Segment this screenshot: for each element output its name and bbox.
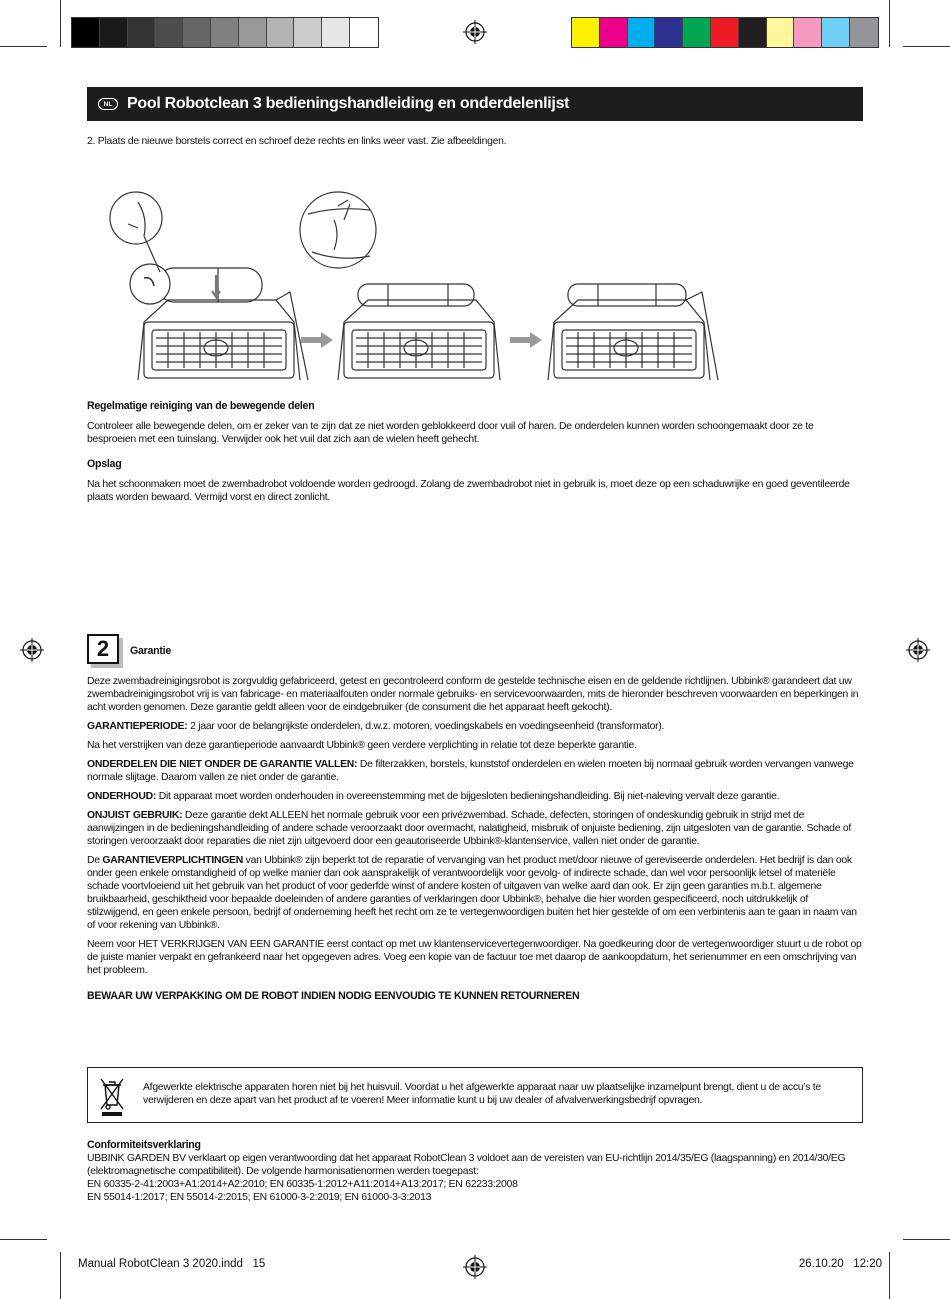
color-swatch: [267, 18, 295, 47]
crop-mark: [60, 0, 61, 47]
warranty-period-paragraph: [87, 720, 863, 733]
conformity-line: (elektromagnetische compatibiliteit). De volgende harmonisatienormen werden toegepast:: [87, 1166, 479, 1177]
warranty-excluded-paragraph: [87, 758, 863, 784]
warranty-intro: Deze zwembadreinigingsrobot is zorgvuldig gefabriceerd, getest en gecontroleerd conform de gestelde technische eisen en de geldende richtlijnen. Ubbink® garandeert dat uw zwembadreinigingsrobot vrij is van fabricage- en materiaalfouten onder normale gebruiks- en servicevoorwaarden, mits de hieronder beschreven voorwaarden en beperkingen in acht worden genomen. Deze garantie geldt alleen voor de eindgebruiker (de consument die het apparaat heeft gekocht).: [87, 676, 859, 713]
storage-heading: Opslag: [87, 458, 122, 470]
registration-mark-icon: [20, 638, 44, 662]
color-swatch: [350, 18, 378, 47]
footer-file-name: Manual RobotClean 3 2020.indd 15: [78, 1258, 266, 1270]
color-swatch: [294, 18, 322, 47]
conformity-heading: Conformiteitsverklaring: [87, 1139, 201, 1151]
color-swatch: [822, 18, 850, 47]
warranty-misuse-paragraph: [87, 809, 863, 848]
grey-color-bar: [71, 17, 379, 48]
robot-step-1-drawing: [110, 192, 308, 380]
robot-step-3-drawing: [548, 284, 718, 380]
warranty-obligations-pre: De: [87, 855, 103, 866]
warranty-body: [87, 675, 863, 977]
warranty-excluded-label: ONDERDELEN DIE NIET ONDER DE GARANTIE VALLEN:: [87, 759, 358, 770]
warranty-obligations-text: van Ubbink® zijn beperkt tot de reparatie of vervanging van het product met/door nieuwe of gereviseerde onderdelen. Het bedrijf is dan ook onder geen enkele omstandigheid of op welke manier dan ook aansprakelijk of verantwoordelijk voor gevolg- of indirecte schade, dan wel voor persoonlijk letsel of materiële schade voortvloeiend uit het gebruik van het product of voor gederfde winst of andere kosten of uitgaven van welke aard dan ook. Er zijn geen garanties m.b.t. algemene bruikbaarheid, geschiktheid voor bepaalde doeleinden of andere garanties of verklaringen door Ubbink®, behalve die hier worden gespecificeerd, noch uitdrukkelijk of stilzwijgend, en geen enkele persoon, bedrijf of onderneming heeft het recht om ze te vertegenwoordigen buiten het hier gestelde of om een verbintenis aan te gaan in naam van of voor rekening van Ubbink®.: [87, 855, 857, 931]
maintenance-heading: Regelmatige reiniging van de bewegende delen: [87, 400, 315, 412]
color-swatch: [572, 18, 600, 47]
registration-mark-icon: [906, 638, 930, 662]
color-swatch: [767, 18, 795, 47]
color-swatch: [600, 18, 628, 47]
color-swatch: [155, 18, 183, 47]
conformity-line: UBBINK GARDEN BV verklaart op eigen verantwoording dat het apparaat RobotClean 3 voldoet aan de vereisten van EU-richtlijn 2014/35/EG (laagspanning) en 2014/30/EG: [87, 1153, 846, 1164]
color-swatch: [739, 18, 767, 47]
robot-step-2-drawing: [300, 192, 500, 380]
page-header-bar: [87, 87, 863, 121]
crop-mark: [0, 1239, 47, 1240]
maintenance-section: [87, 400, 863, 446]
storage-text: Na het schoonmaken moet de zwembadrobot voldoende worden gedroogd. Zolang de zwembadrobot niet in gebruik is, moet deze op een schaduwrijke en goed geventileerde plaats worden bewaard. Vermijd vorst en direct zonlicht.: [87, 479, 850, 503]
warranty-period-text: 2 jaar voor de belangrijkste onderdelen, d.w.z. motoren, voedingskabels en voedingseenheid (transformator).: [187, 721, 665, 732]
crossed-out-wheelie-bin-icon: [98, 1075, 126, 1117]
color-swatch: [183, 18, 211, 47]
color-swatch: [655, 18, 683, 47]
registration-mark-icon: [463, 20, 487, 44]
color-swatch: [72, 18, 100, 47]
brush-replacement-illustration: [108, 180, 733, 380]
conformity-standards-line: EN 55014-1:2017; EN 55014-2:2015; EN 61000-3-2:2019; EN 61000-3-3:2013: [87, 1192, 432, 1203]
color-swatch: [128, 18, 156, 47]
brush-step-instruction: 2. Plaats de nieuwe borstels correct en schroef deze rechts en links weer vast. Zie afbeeldingen.: [87, 136, 507, 147]
warranty-obligations-label: GARANTIEVERPLICHTINGEN: [102, 855, 243, 866]
crop-mark: [0, 46, 47, 47]
crop-mark: [60, 1252, 61, 1299]
color-swatch: [322, 18, 350, 47]
warranty-misuse-text: Deze garantie dekt ALLEEN het normale gebruik voor een privézwembad. Schade, defecten, storingen of ondeskundig gebruik in strijd met de aanwijzingen in de bedieningshandleiding of andere schade veroorzaakt door overmacht, nalatigheid, misbruik of onjuiste bediening, zijn uitgesloten van de garantie. Schade of storingen veroorzaakt door reparaties die niet zijn uitgevoerd door een geautoriseerde Ubbink®-klantenservice, vallen niet onder de garantie.: [87, 810, 852, 847]
color-swatch: [711, 18, 739, 47]
storage-section: [87, 458, 863, 504]
warranty-period-label: GARANTIEPERIODE:: [87, 721, 188, 732]
warranty-maintenance-text: Dit apparaat moet worden onderhouden in overeenstemming met de bijgesloten bedieningshandleiding. Bij niet-naleving vervalt deze garantie.: [156, 791, 780, 802]
crop-mark: [889, 0, 890, 47]
conformity-section: [87, 1139, 863, 1204]
warranty-misuse-label: ONJUIST GEBRUIK:: [87, 810, 183, 821]
color-swatch: [211, 18, 239, 47]
section-number-box: 2: [87, 634, 119, 664]
color-swatch: [683, 18, 711, 47]
weee-text: Afgewerkte elektrische apparaten horen niet bij het huisvuil. Voordat u het afgewerkte apparaat naar uw plaatselijke inzamelpunt brengt, dient u de accu’s te verwijderen en deze apart van het product af te voeren! Meer informatie kunt u bij uw dealer of afvalverwerkingsbedrijf opvragen.: [143, 1082, 821, 1106]
crop-mark: [889, 1252, 890, 1299]
color-swatch: [850, 18, 878, 47]
cmyk-color-bar: [571, 17, 879, 48]
conformity-standards-line: EN 60335-2-41:2003+A1:2014+A2:2010; EN 60335-1:2012+A11:2014+A13:2017; EN 62233:2008: [87, 1179, 518, 1190]
weee-notice-box: [87, 1067, 863, 1123]
warranty-claim-text: Neem voor HET VERKRIJGEN VAN EEN GARANTIE eerst contact op met uw klantenservicevertegenwoordiger. Na goedkeuring door de vertegenwoordiger stuurt u de robot op de juiste manier verpakt en gefrankeerd naar het opgegeven adres. Voeg een kopie van de factuur toe met daarop de aankoopdatum, het serienummer en een omschrijving van het probleem.: [87, 939, 862, 976]
warranty-excluded-text: De filterzakken, borstels, kunststof onderdelen en wielen moeten bij normaal gebruik worden vervangen vanwege normale slijtage. Daarom vallen ze niet onder de garantie.: [87, 759, 854, 783]
warranty-obligations-paragraph: [87, 854, 863, 932]
page-title: Pool Robotclean 3 bedieningshandleiding en onderdelenlijst: [127, 95, 570, 112]
crop-mark: [903, 1239, 950, 1240]
warranty-maintenance-paragraph: [87, 790, 863, 803]
footer-date: 26.10.20 12:20: [798, 1258, 882, 1270]
warranty-title: Garantie: [130, 645, 171, 657]
language-badge: NL: [98, 98, 118, 110]
color-swatch: [628, 18, 656, 47]
packaging-note: BEWAAR UW VERPAKKING OM DE ROBOT INDIEN NODIG EENVOUDIG TE KUNNEN RETOURNEREN: [87, 990, 580, 1002]
registration-mark-icon: [463, 1255, 487, 1279]
warranty-after-period: Na het verstrijken van deze garantieperiode aanvaardt Ubbink® geen verdere verplichting in relatie tot deze beperkte garantie.: [87, 740, 637, 751]
color-swatch: [239, 18, 267, 47]
maintenance-text: Controleer alle bewegende delen, om er zeker van te zijn dat ze niet worden geblokkeerd door vuil of haren. De onderdelen kunnen worden schoongemaakt door ze te besproeien met een tuinslang. Verwijder ook het vuil dat zich aan de wielen heeft gehecht.: [87, 421, 814, 445]
warranty-maintenance-label: ONDERHOUD:: [87, 791, 157, 802]
color-swatch: [100, 18, 128, 47]
color-swatch: [794, 18, 822, 47]
crop-mark: [903, 46, 950, 47]
